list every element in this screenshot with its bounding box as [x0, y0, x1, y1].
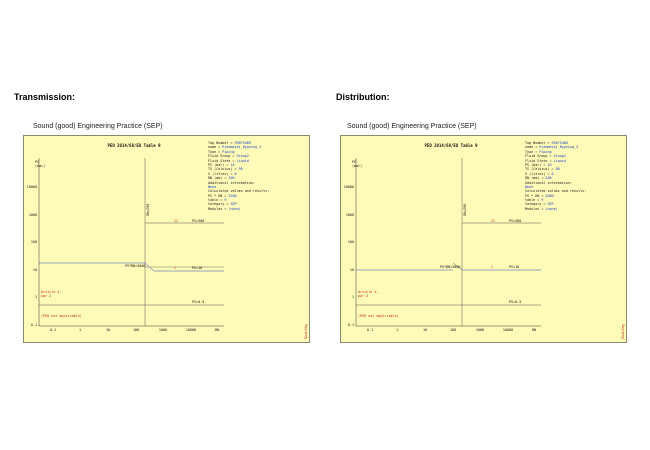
y-tick-label: 10000: [343, 185, 354, 189]
calculated-values-heading: Calculated values and results:: [525, 189, 587, 194]
ps-dn-label: PS * DN =: [525, 193, 544, 198]
fluid-group-label: Fluid Group =: [208, 154, 235, 159]
ps-value: 16: [230, 162, 235, 167]
x-tick-label: 0.1: [366, 328, 374, 332]
transmission-ped-panel: [23, 135, 310, 343]
y-tick-label: 1: [34, 295, 37, 299]
x-tick-label: 100: [449, 328, 457, 332]
y-axis-label-ps: PS: [352, 160, 357, 164]
y-tick-label: 1: [351, 295, 354, 299]
x-tick-label: 1000: [158, 328, 168, 332]
ps-value: 10: [547, 162, 552, 167]
y-axis-label-bar: (bar): [35, 164, 46, 168]
region-ii-label: II: [491, 219, 496, 223]
y-tick-label: 0.1: [347, 323, 354, 327]
type-value: Piping: [222, 149, 235, 154]
y-axis-label-ps: PS: [35, 160, 40, 164]
additional-info-heading: Additional information:: [525, 180, 572, 185]
ped-not-applicable-note: (PED not applicable): [41, 314, 82, 318]
x-tick-label: 1000: [475, 328, 485, 332]
dn-label: DN (mm) =: [208, 176, 227, 181]
table-value: 9: [541, 198, 544, 203]
x-tick-label: 100: [132, 328, 140, 332]
volume-label: V (litres) =: [525, 171, 550, 176]
ps-dn-value: 3200: [228, 193, 237, 198]
ps-dn-label: PS*DN=5000: [125, 264, 146, 268]
article-note-line1: Article 4,: [358, 290, 379, 294]
name-value: Hjemmevej_Bygning_3: [539, 145, 579, 150]
category-label: Category =: [525, 202, 546, 207]
region-ii-label: II: [174, 219, 179, 223]
modules-value: (none): [545, 206, 558, 211]
ps-500-label: PS=500: [509, 219, 522, 223]
category-value: SEP: [547, 202, 554, 207]
table-label: table =: [525, 198, 540, 203]
name-label: name =: [208, 145, 223, 150]
tag-number-value: 99075466: [234, 141, 251, 145]
transmission-subtitle: Sound (good) Engineering Practice (SEP): [33, 123, 163, 130]
article-note-line2: par.3: [358, 294, 369, 298]
y-tick-label: 1000: [28, 213, 37, 217]
dn-200-label: DN=200: [146, 203, 150, 216]
additional-info-value: None: [525, 184, 534, 189]
dn-200-label: DN=200: [463, 203, 467, 216]
ps-label: PS (bar) =: [208, 162, 229, 167]
ps-05-label: PS=0.5: [192, 300, 205, 304]
ps-10-label: PS=10: [192, 266, 203, 270]
tag-number-label: Tag Number =: [208, 141, 233, 145]
volume-label: V (litres) =: [208, 171, 233, 176]
y-axis-label-bar: (bar): [352, 164, 363, 168]
fluid-group-value: Group2: [236, 154, 249, 159]
distribution-subtitle: Sound (good) Engineering Practice (SEP): [347, 123, 477, 130]
type-value: Piping: [539, 149, 552, 154]
y-tick-label: 0.1: [30, 323, 37, 327]
tag-number-label: Tag Number =: [525, 141, 550, 145]
fluid-state-label: Fluid State =: [208, 158, 235, 163]
ts-value: 90: [238, 167, 243, 172]
ps-dn-label: PS*DN=5000: [440, 265, 461, 269]
fluid-state-label: Fluid State =: [525, 158, 552, 163]
name-value: Hjemmevej_Bygning_3: [222, 145, 262, 150]
ps-label: PS (bar) =: [525, 162, 546, 167]
x-tick-label: DN: [214, 328, 220, 332]
x-tick-label: 10: [422, 328, 428, 332]
ts-value: 80: [555, 167, 560, 172]
region-i-label: I: [491, 265, 494, 269]
chart-title: PED 2014/68/EU Table 9: [424, 143, 478, 148]
type-label: Type =: [208, 149, 221, 154]
distribution-ped-panel: [340, 135, 627, 343]
volume-value: 0: [551, 171, 554, 176]
additional-info-heading: Additional information:: [208, 180, 255, 185]
article-note-line2: par.3: [41, 294, 52, 298]
ps-dn-label: PS * DN =: [208, 193, 227, 198]
category-label: Category =: [208, 202, 229, 207]
mobi-seg-watermark: Mobi-Seg: [304, 324, 308, 339]
additional-info-value: None: [208, 184, 217, 189]
y-tick-label: 100: [347, 240, 354, 244]
x-tick-label: 10000: [502, 328, 514, 332]
y-tick-label: 1000: [345, 213, 354, 217]
ps-dn-value: 2000: [545, 193, 554, 198]
modules-value: (none): [228, 206, 241, 211]
fluid-group-label: Fluid Group =: [525, 154, 552, 159]
name-label: name =: [525, 145, 540, 150]
ps-500-label: PS=500: [192, 219, 205, 223]
ped-not-applicable-note: (PED not applicable): [358, 314, 399, 318]
dn-value: 200: [545, 176, 552, 181]
table-value: 9: [224, 198, 227, 203]
tag-number-value: 99075466: [551, 141, 568, 145]
tag-info-block: [525, 141, 625, 211]
ts-label: TS (Celsius) =: [525, 167, 554, 172]
dn-label: DN (mm) =: [525, 176, 544, 181]
tag-info-block: [208, 141, 308, 211]
fluid-state-value: Liquid: [236, 158, 249, 163]
dn-value: 200: [228, 176, 235, 181]
distribution-heading: Distribution:: [336, 92, 390, 102]
ps-10-label: PS=10: [509, 265, 520, 269]
ps-05-label: PS=0.5: [509, 300, 522, 304]
modules-label: Modules =: [208, 206, 227, 211]
ts-label: TS (Celsius) =: [208, 167, 237, 172]
transmission-heading: Transmission:: [14, 92, 76, 102]
calculated-values-heading: Calculated values and results:: [208, 189, 270, 194]
x-tick-label: 1: [395, 328, 399, 332]
category-value: SEP: [230, 202, 237, 207]
type-label: Type =: [525, 149, 538, 154]
y-tick-label: 10: [32, 268, 37, 272]
fluid-group-value: Group2: [553, 154, 566, 159]
x-tick-label: DN: [531, 328, 537, 332]
x-tick-label: 0.1: [49, 328, 57, 332]
article-note-line1: Article 4,: [41, 290, 62, 294]
table-label: table =: [208, 198, 223, 203]
x-tick-label: 10: [105, 328, 111, 332]
chart-title: PED 2014/68/EU Table 9: [107, 143, 161, 148]
mobi-seg-watermark: Mobi-Seg: [621, 324, 625, 339]
y-tick-label: 10000: [26, 185, 37, 189]
region-i-label: I: [174, 266, 177, 270]
y-tick-label: 100: [30, 240, 37, 244]
x-tick-label: 10000: [185, 328, 197, 332]
fluid-state-value: Liquid: [553, 158, 566, 163]
y-tick-label: 10: [349, 268, 354, 272]
volume-value: 0: [234, 171, 237, 176]
x-tick-label: 1: [78, 328, 82, 332]
modules-label: Modules =: [525, 206, 544, 211]
